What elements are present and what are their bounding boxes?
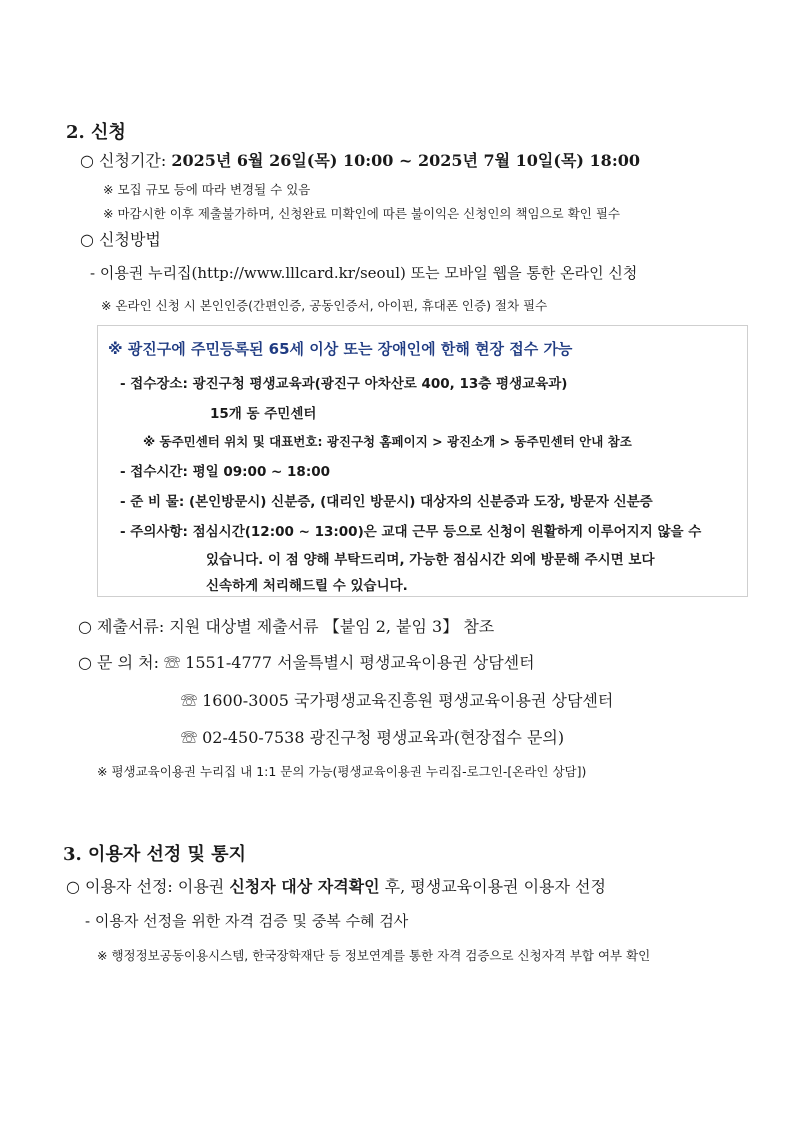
selection-suffix: 후, 평생교육이용권 이용자 선정 bbox=[379, 877, 606, 896]
section-3-heading: 3. 이용자 선정 및 통지 bbox=[63, 844, 246, 865]
items-value: (본인방문시) 신분증, (대리인 방문시) 대상자의 신분증과 도장, 방문자 신분증 bbox=[188, 494, 653, 510]
place-value: 광진구청 평생교육과(광진구 아차산로 400, 13층 평생교육과) bbox=[192, 376, 568, 392]
selection-line bbox=[66, 874, 606, 897]
place-label: - 접수장소: bbox=[120, 376, 193, 392]
contact-label: ○ 문 의 처: bbox=[78, 653, 165, 672]
contact-note: ※ 평생교육이용권 누리집 내 1:1 문의 가능(평생교육이용권 누리집-로그인-[온라인 상담]) bbox=[97, 764, 587, 779]
period-label: ○ 신청기간: bbox=[80, 151, 172, 170]
caution-line-1: 점심시간(12:00 ~ 13:00)은 교대 근무 등으로 신청이 원활하게 이루어지지 않을 수 bbox=[192, 524, 702, 540]
contact-1: ☏ 1551-4777 서울특별시 평생교육이용권 상담센터 bbox=[164, 653, 535, 672]
selection-sub-line: - 이용자 선정을 위한 자격 검증 및 중복 수혜 검사 bbox=[85, 912, 409, 930]
section-2-heading: 2. 신청 bbox=[66, 122, 126, 143]
documents-line: ○ 제출서류: 지원 대상별 제출서류 【붙임 2, 붙임 3】 참조 bbox=[78, 617, 495, 636]
selection-note: ※ 행정정보공동이용시스템, 한국장학재단 등 정보연계를 통한 자격 검증으로 신청자격 부합 여부 확인 bbox=[97, 948, 651, 963]
time-row bbox=[120, 460, 330, 480]
selection-bold: 신청자 대상 자격확인 bbox=[229, 877, 380, 896]
period-note-1: ※ 모집 규모 등에 따라 변경될 수 있음 bbox=[103, 182, 311, 197]
time-value: 평일 09:00 ~ 18:00 bbox=[192, 464, 331, 480]
application-period bbox=[80, 148, 640, 171]
box-title: ※ 광진구에 주민등록된 65세 이상 또는 장애인에 한해 현장 접수 가능 bbox=[108, 340, 573, 358]
place-note: ※ 동주민센터 위치 및 대표번호: 광진구청 홈페이지 > 광진소개 > 동주민센터 안내 참조 bbox=[143, 434, 632, 449]
method-line: - 이용권 누리집(http://www.lllcard.kr/seoul) 또는 모바일 웹을 통한 온라인 신청 bbox=[90, 264, 638, 282]
selection-prefix: ○ 이용자 선정: 이용권 bbox=[66, 877, 230, 896]
items-row bbox=[120, 490, 653, 510]
caution-line-3: 신속하게 처리해드릴 수 있습니다. bbox=[206, 578, 408, 594]
items-label: - 준 비 물: bbox=[120, 494, 189, 510]
contact-3: ☏ 02-450-7538 광진구청 평생교육과(현장접수 문의) bbox=[181, 728, 565, 747]
method-label: ○ 신청방법 bbox=[80, 230, 161, 249]
contact-row-1 bbox=[78, 650, 535, 673]
caution-row bbox=[120, 520, 701, 540]
place-row bbox=[120, 372, 567, 392]
method-note: ※ 온라인 신청 시 본인인증(간편인증, 공동인증서, 아이핀, 휴대폰 인증) 절차 필수 bbox=[101, 298, 548, 313]
period-note-2: ※ 마감시한 이후 제출불가하며, 신청완료 미확인에 따른 불이익은 신청인의 책임으로 확인 필수 bbox=[103, 206, 621, 221]
contact-2: ☏ 1600-3005 국가평생교육진흥원 평생교육이용권 상담센터 bbox=[181, 691, 614, 710]
place-value-2: 15개 동 주민센터 bbox=[210, 406, 317, 422]
time-label: - 접수시간: bbox=[120, 464, 193, 480]
period-value: 2025년 6월 26일(목) 10:00 ~ 2025년 7월 10일(목) 18:00 bbox=[171, 151, 640, 170]
onsite-application-box bbox=[97, 325, 748, 597]
caution-label: - 주의사항: bbox=[120, 524, 193, 540]
caution-line-2: 있습니다. 이 점 양해 부탁드리며, 가능한 점심시간 외에 방문해 주시면 보다 bbox=[206, 552, 655, 568]
